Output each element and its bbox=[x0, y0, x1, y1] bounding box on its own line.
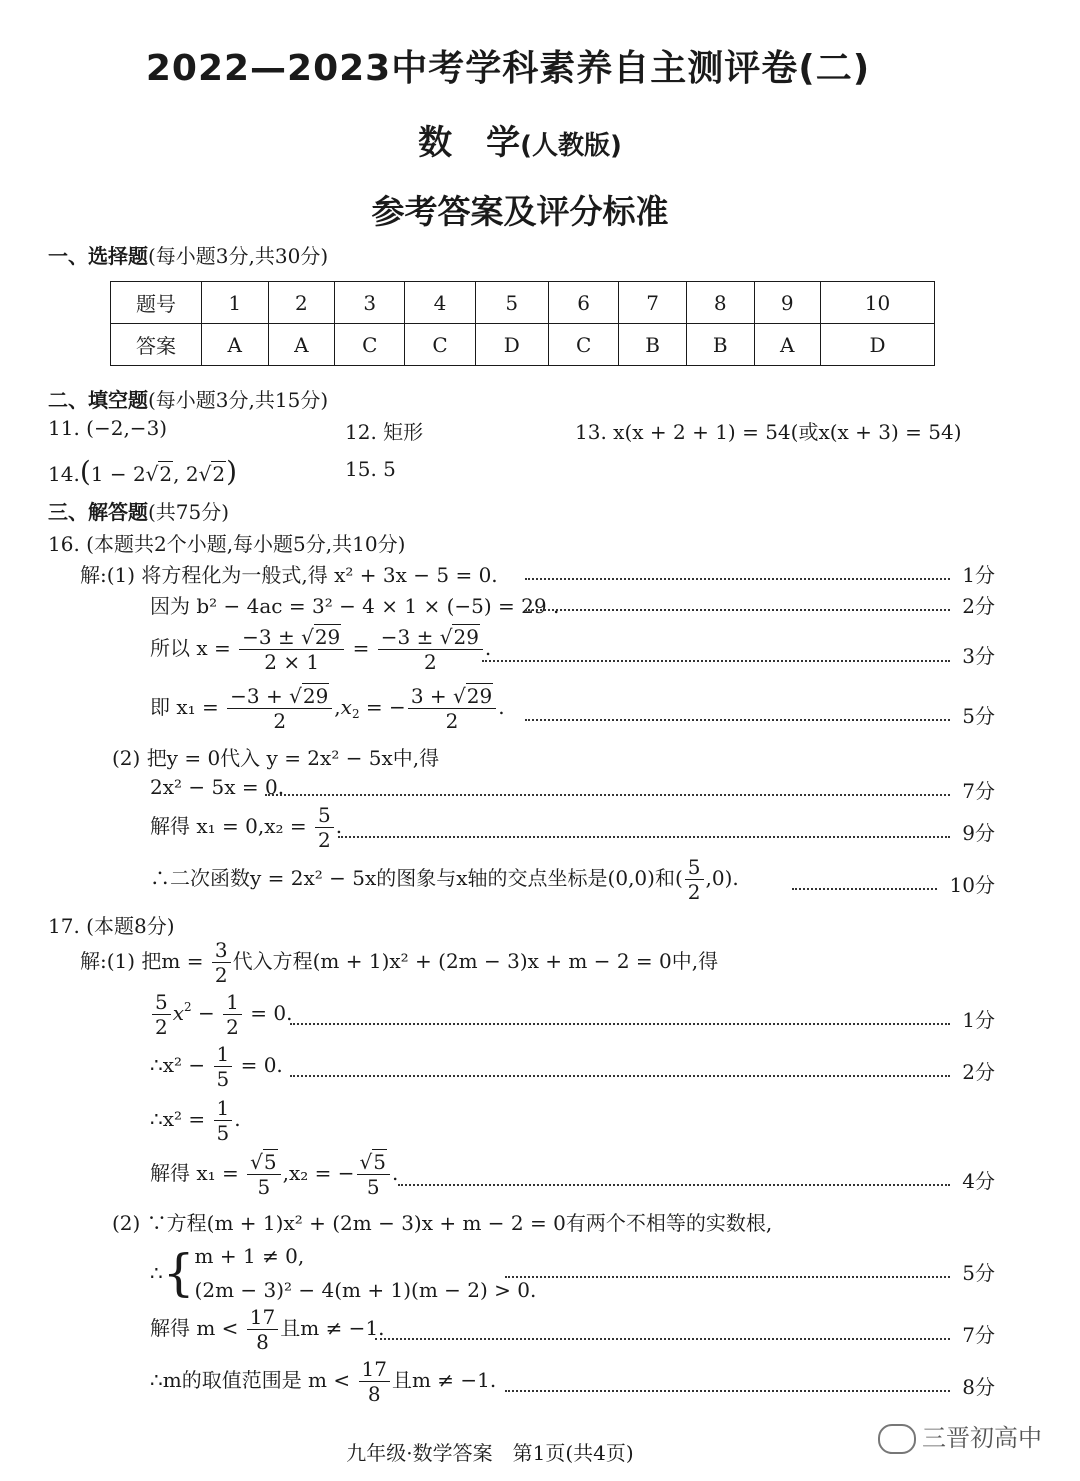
q16-step3: 所以 x = $\frac{-3 \pm √29}{2 \times 1}$ = $\frac{-3 \pm √29}{2}$ . bbox=[150, 625, 492, 674]
table-cell: 10 bbox=[821, 282, 935, 324]
table-cell: 8 bbox=[686, 282, 754, 324]
leader-dots bbox=[375, 1338, 950, 1340]
q17-step1: 解:(1) 把m = $\frac{3}{2}$ 代入方程(m + 1)x² + (2m − 3)x + m − 2 = 0中,得 bbox=[80, 938, 719, 987]
section1-heading bbox=[48, 240, 328, 269]
q16-step1: 解:(1) 将方程化为一般式,得 x² + 3x − 5 = 0. bbox=[80, 563, 498, 587]
table-head-cell: 题号 bbox=[111, 282, 202, 324]
exam-title: 2022—2023中考学科素养自主测评卷(二) bbox=[145, 48, 871, 89]
score-label: 1分 bbox=[962, 1008, 995, 1032]
q17-step3-label: ∴x² − bbox=[150, 1053, 206, 1077]
table-cell: 6 bbox=[549, 282, 619, 324]
table-cell: 7 bbox=[619, 282, 687, 324]
q17-step3: ∴x² − $\frac{1}{5}$ = 0. bbox=[150, 1042, 283, 1091]
leader-dots bbox=[525, 609, 950, 611]
leader-dots bbox=[792, 888, 937, 890]
score-label: 10分 bbox=[949, 873, 995, 897]
q16-step7-label: 解得 x₁ = 0,x₂ = bbox=[150, 814, 307, 838]
leader-dots bbox=[525, 578, 950, 580]
answer-table bbox=[110, 281, 935, 366]
leader-dots bbox=[505, 1276, 950, 1278]
table-cell: C bbox=[549, 324, 619, 366]
answer-table-row-answers bbox=[111, 324, 935, 366]
answer-14: 14.(1 − 2√2, 2√2) bbox=[48, 455, 238, 488]
q17-heading: 17. (本题8分) bbox=[48, 914, 175, 938]
q17-step2: $\frac{5}{2}$ $x^2$ − $\frac{1}{2}$ = 0. bbox=[150, 990, 292, 1039]
answer-12: 12. 矩形 bbox=[345, 420, 424, 444]
section1-note: (每小题3分,共30分) bbox=[148, 244, 329, 268]
subject-name: 数 学 bbox=[418, 123, 521, 163]
table-cell: A bbox=[754, 324, 821, 366]
q17-step8-label: 解得 m < bbox=[150, 1316, 239, 1340]
q16-step2: 因为 b² − 4ac = 3² − 4 × 1 × (−5) = 29 . bbox=[150, 594, 560, 618]
section1-label: 一、选择题 bbox=[48, 244, 148, 268]
table-cell: A bbox=[268, 324, 335, 366]
leader-dots bbox=[482, 660, 950, 662]
q17-step2-tail: = 0. bbox=[250, 1001, 293, 1025]
q16-step8: ∴二次函数y = 2x² − 5x的图象与x轴的交点坐标是(0,0)和( $\frac{5}{2}$ ,0). bbox=[150, 855, 739, 904]
leader-dots bbox=[290, 1023, 950, 1025]
q16-step3-label: 所以 x = bbox=[150, 636, 231, 660]
score-label: 8分 bbox=[962, 1375, 995, 1399]
section2-label: 二、填空题 bbox=[48, 388, 148, 412]
score-label: 5分 bbox=[962, 704, 995, 728]
q17-step8-tail: 且m ≠ −1. bbox=[280, 1316, 385, 1340]
table-cell: 1 bbox=[202, 282, 269, 324]
q17-step9-tail: 且m ≠ −1. bbox=[391, 1368, 497, 1392]
leader-dots bbox=[290, 1075, 950, 1077]
table-cell: 3 bbox=[335, 282, 405, 324]
q17-step3-tail: = 0. bbox=[240, 1053, 283, 1077]
answer-table-row-numbers bbox=[111, 282, 935, 324]
table-head-cell: 答案 bbox=[111, 324, 202, 366]
q17-step5-mid: ,x₂ = − bbox=[282, 1161, 355, 1185]
answer-key-title: 参考答案及评分标准 bbox=[371, 192, 669, 231]
watermark bbox=[878, 1418, 1042, 1454]
section3-label: 三、解答题 bbox=[48, 500, 148, 524]
watermark-text: 三晋初高中 bbox=[922, 1424, 1042, 1452]
q16-step4-label: 即 x₁ = bbox=[150, 695, 219, 719]
table-cell: B bbox=[686, 324, 754, 366]
score-label: 2分 bbox=[962, 1060, 995, 1084]
subject-heading bbox=[0, 115, 1040, 164]
table-cell: 5 bbox=[475, 282, 548, 324]
q17-step8: 解得 m < $\frac{17}{8}$ 且m ≠ −1. bbox=[150, 1305, 385, 1354]
q17-step9-label: ∴m的取值范围是 m < bbox=[150, 1368, 351, 1392]
leader-dots bbox=[265, 794, 950, 796]
leader-dots bbox=[398, 1184, 950, 1186]
q16-step7: 解得 x₁ = 0,x₂ = $\frac{5}{2}$ . bbox=[150, 803, 343, 852]
edition-label: (人教版) bbox=[520, 131, 622, 161]
answer-15: 15. 5 bbox=[345, 457, 396, 481]
table-cell: D bbox=[475, 324, 548, 366]
answer-14-label: 14. bbox=[48, 462, 80, 486]
page-footer: 九年级·数学答案 第1页(共4页) bbox=[346, 1441, 634, 1465]
q17-step5-label: 解得 x₁ = bbox=[150, 1161, 239, 1185]
score-label: 3分 bbox=[962, 644, 995, 668]
q16-part2: (2) 把y = 0代入 y = 2x² − 5x中,得 bbox=[112, 746, 440, 770]
section3-note: (共75分) bbox=[148, 500, 230, 524]
section2-note: (每小题3分,共15分) bbox=[148, 388, 329, 412]
score-label: 7分 bbox=[962, 779, 995, 803]
score-label: 4分 bbox=[962, 1169, 995, 1193]
q17-step4-label: ∴x² = bbox=[150, 1107, 206, 1131]
table-cell: C bbox=[405, 324, 475, 366]
q17-step1-tail: 代入方程(m + 1)x² + (2m − 3)x + m − 2 = 0中,得 bbox=[232, 949, 719, 973]
table-cell: A bbox=[202, 324, 269, 366]
answer-13: 13. x(x + 2 + 1) = 54(或x(x + 3) = 54) bbox=[575, 420, 962, 444]
table-cell: 9 bbox=[754, 282, 821, 324]
score-label: 2分 bbox=[962, 594, 995, 618]
chat-bubble-icon bbox=[878, 1424, 916, 1454]
score-label: 1分 bbox=[962, 563, 995, 587]
q17-system-line1: m + 1 ≠ 0, bbox=[194, 1244, 305, 1268]
q17-step5: 解得 x₁ = $\frac{√5}{5}$ ,x₂ = − $\frac{√5}{5}$ . bbox=[150, 1150, 399, 1199]
table-cell: C bbox=[335, 324, 405, 366]
table-cell: D bbox=[821, 324, 935, 366]
leader-dots bbox=[505, 1390, 950, 1392]
q17-part2: (2) ∵方程(m + 1)x² + (2m − 3)x + m − 2 = 0有两个不相等的实数根, bbox=[112, 1211, 773, 1235]
section2-heading bbox=[48, 384, 328, 413]
table-cell: B bbox=[619, 324, 687, 366]
score-label: 5分 bbox=[962, 1261, 995, 1285]
table-cell: 2 bbox=[268, 282, 335, 324]
score-label: 7分 bbox=[962, 1323, 995, 1347]
section3-heading bbox=[48, 496, 229, 525]
q17-system-line2: (2m − 3)² − 4(m + 1)(m − 2) > 0. bbox=[194, 1278, 537, 1302]
q16-heading: 16. (本题共2个小题,每小题5分,共10分) bbox=[48, 532, 406, 556]
leader-dots bbox=[338, 836, 950, 838]
q16-step8-tail: ,0). bbox=[705, 866, 739, 890]
q16-step4: 即 x₁ = $\frac{-3 + √29}{2}$ $,x_2$ = − $\frac{3 + √29}{2}$ . bbox=[150, 684, 505, 733]
q17-step4: ∴x² = $\frac{1}{5}$ . bbox=[150, 1096, 241, 1145]
score-label: 9分 bbox=[962, 821, 995, 845]
answer-11: 11. (−2,−3) bbox=[48, 416, 168, 440]
table-cell: 4 bbox=[405, 282, 475, 324]
q17-system: ∴{ m + 1 ≠ 0, (2m − 3)² − 4(m + 1)(m − 2) > 0. bbox=[150, 1239, 536, 1307]
q16-step8-label: ∴二次函数y = 2x² − 5x的图象与x轴的交点坐标是(0,0)和( bbox=[150, 866, 683, 890]
q17-step9: ∴m的取值范围是 m < $\frac{17}{8}$ 且m ≠ −1. bbox=[150, 1357, 497, 1406]
q17-step1-label: 解:(1) 把m = bbox=[80, 949, 204, 973]
q16-step6: 2x² − 5x = 0. bbox=[150, 775, 285, 799]
leader-dots bbox=[525, 719, 950, 721]
